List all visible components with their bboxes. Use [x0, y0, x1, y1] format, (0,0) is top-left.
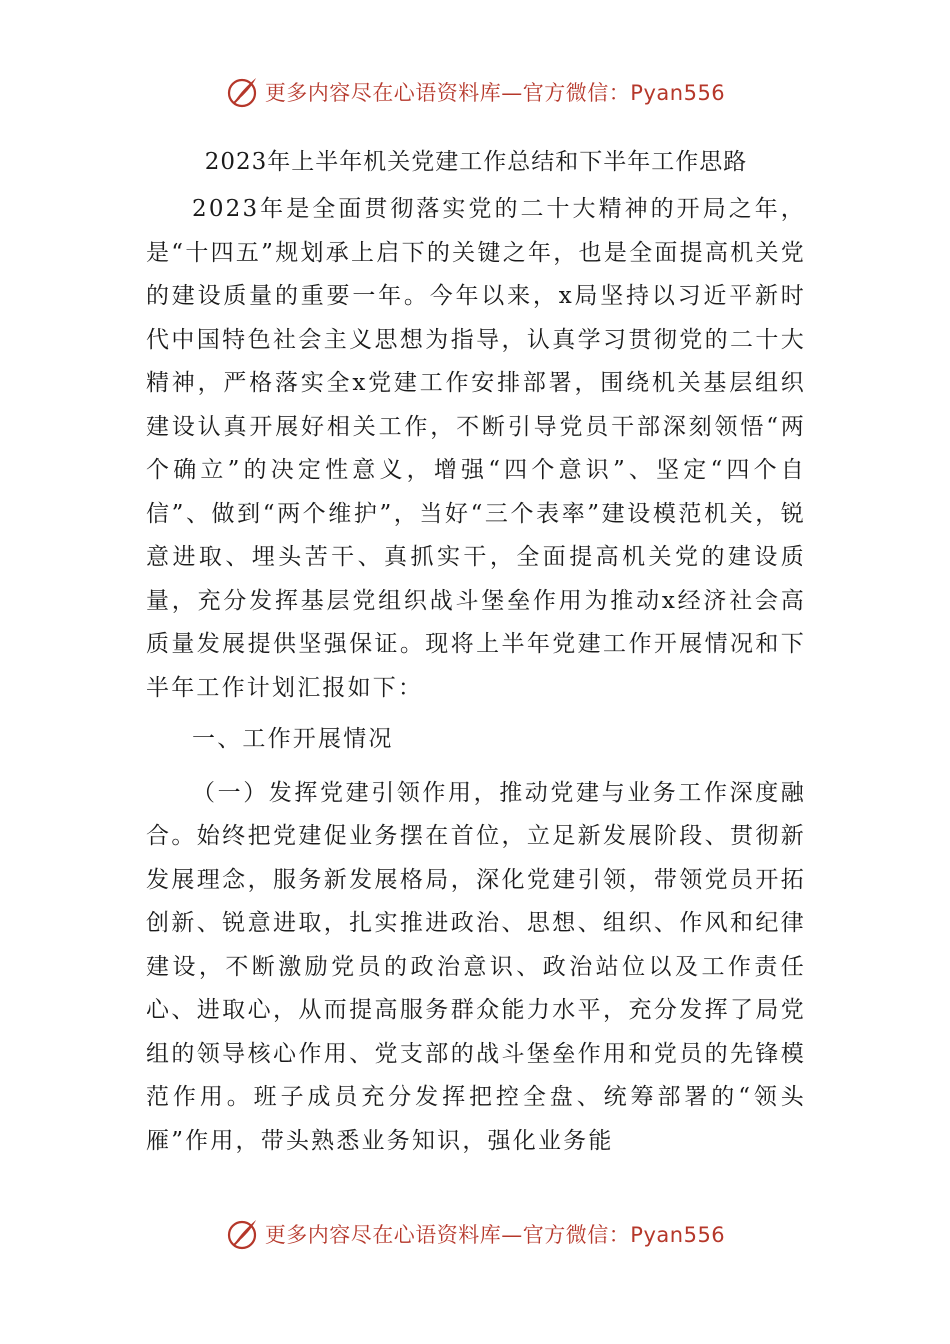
intro-paragraph: 2023年是全面贯彻落实党的二十大精神的开局之年，是“十四五”规划承上启下的关键之年，也是全面提高机关党的建设质量的重要一年。今年以来，x局坚持以习近平新时代中国特色社会主义思想为指导，认真学习贯彻党的二十大精神，严格落实全x党建工作安排部署，围绕机关基层组织建设认真开展好相关工作，不断引导党员干部深刻领悟“两个确立”的决定性意义，增强“四个意识”、坚定“四个自信”、做到“两个维护”，当好“三个表率”建设模范机关，锐意进取、埋头苦干、真抓实干，全面提高机关党的建设质量，充分发挥基层党组织战斗堡垒作用为推动x经济社会高质量发展提供坚强保证。现将上半年党建工作开展情况和下半年工作计划汇报如下： [146, 196, 806, 701]
feather-pen-logo-icon [225, 74, 261, 110]
watermark-banner-bottom [0, 1212, 950, 1256]
document-body [146, 140, 806, 1163]
watermark-banner-top [0, 70, 950, 114]
watermark-text: 更多内容尽在心语资料库—官方微信：Pyan556 [264, 1223, 726, 1247]
watermark-text: 更多内容尽在心语资料库—官方微信：Pyan556 [264, 81, 726, 105]
subsection-paragraph: （一）发挥党建引领作用，推动党建与业务工作深度融合。始终把党建促业务摆在首位，立足新发展阶段、贯彻新发展理念，服务新发展格局，深化党建引领，带领党员开拓创新、锐意进取，扎实推进政治、思想、组织、作风和纪律建设，不断激励党员的政治意识、政治站位以及工作责任心、进取心，从而提高服务群众能力水平，充分发挥了局党组的领导核心作用、党支部的战斗堡垒作用和党员的先锋模范作用。班子成员充分发挥把控全盘、统筹部署的“领头雁”作用，带头熟悉业务知识，强化业务能 [146, 779, 806, 1154]
section-heading: 一、工作开展情况 [192, 726, 394, 752]
document-title: 2023年上半年机关党建工作总结和下半年工作思路 [204, 149, 748, 175]
feather-pen-logo-icon [225, 1216, 261, 1252]
